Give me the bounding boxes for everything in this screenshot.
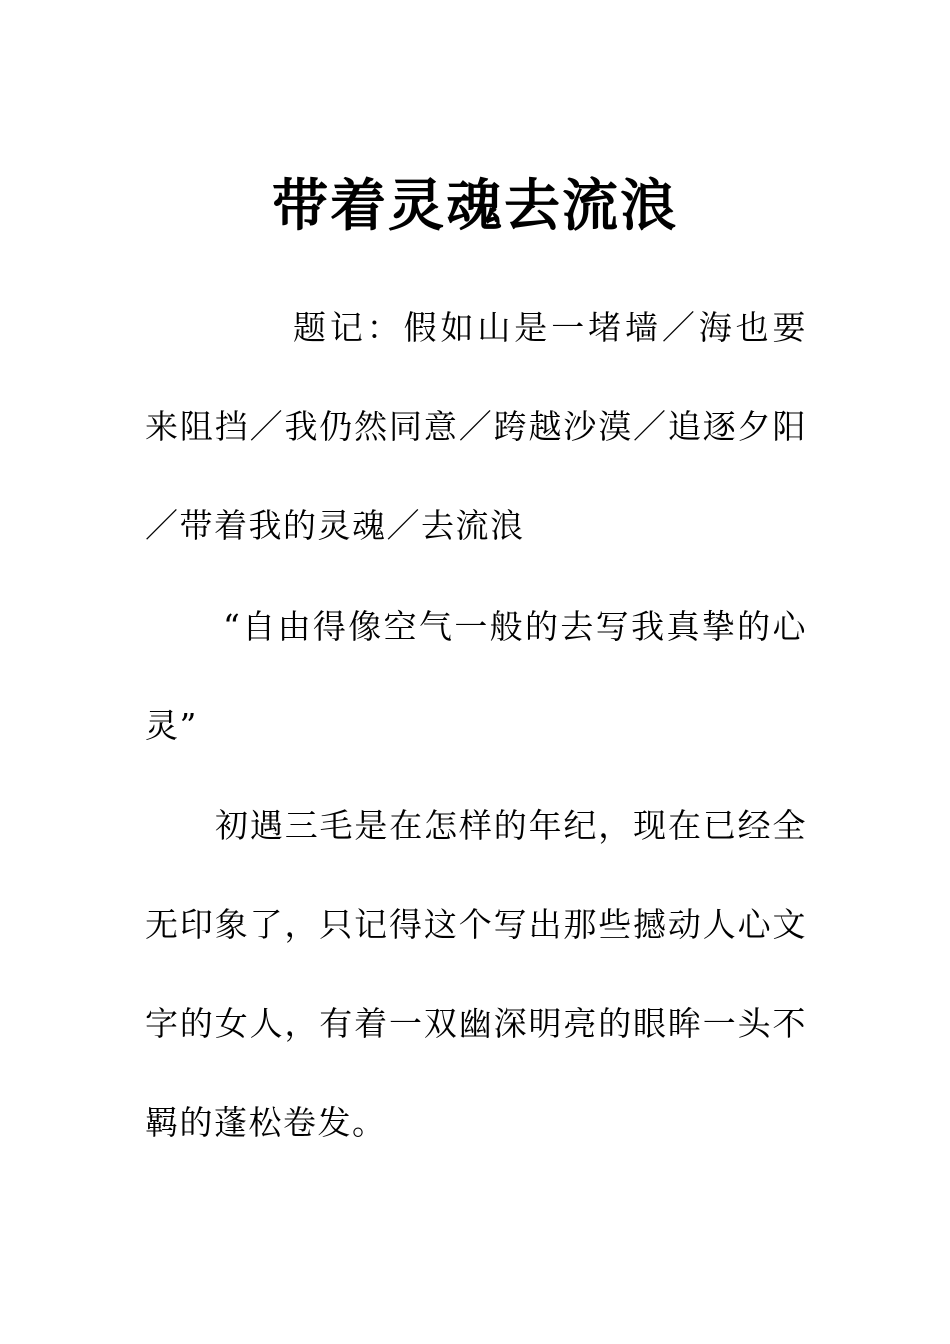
quote-paragraph <box>145 577 807 775</box>
document-title: 带着灵魂去流浪 <box>272 172 678 239</box>
paragraph-text: 初遇三毛是在怎样的年纪，现在已经全无印象了，只记得这个写出那些撼动人心文字的女人，有着一双幽深明亮的眼眸一头不羁的蓬松卷发。 <box>145 806 807 1142</box>
paragraph-text: “自由得像空气一般的去写我真挚的心灵” <box>145 607 807 745</box>
epigraph-paragraph <box>145 278 807 575</box>
paragraph-text: 题记：假如山是一堵墙／海也要来阻挡／我仍然同意／跨越沙漠／追逐夕阳／带着我的灵魂／去流浪 <box>145 308 807 545</box>
body-paragraph <box>145 776 807 1172</box>
